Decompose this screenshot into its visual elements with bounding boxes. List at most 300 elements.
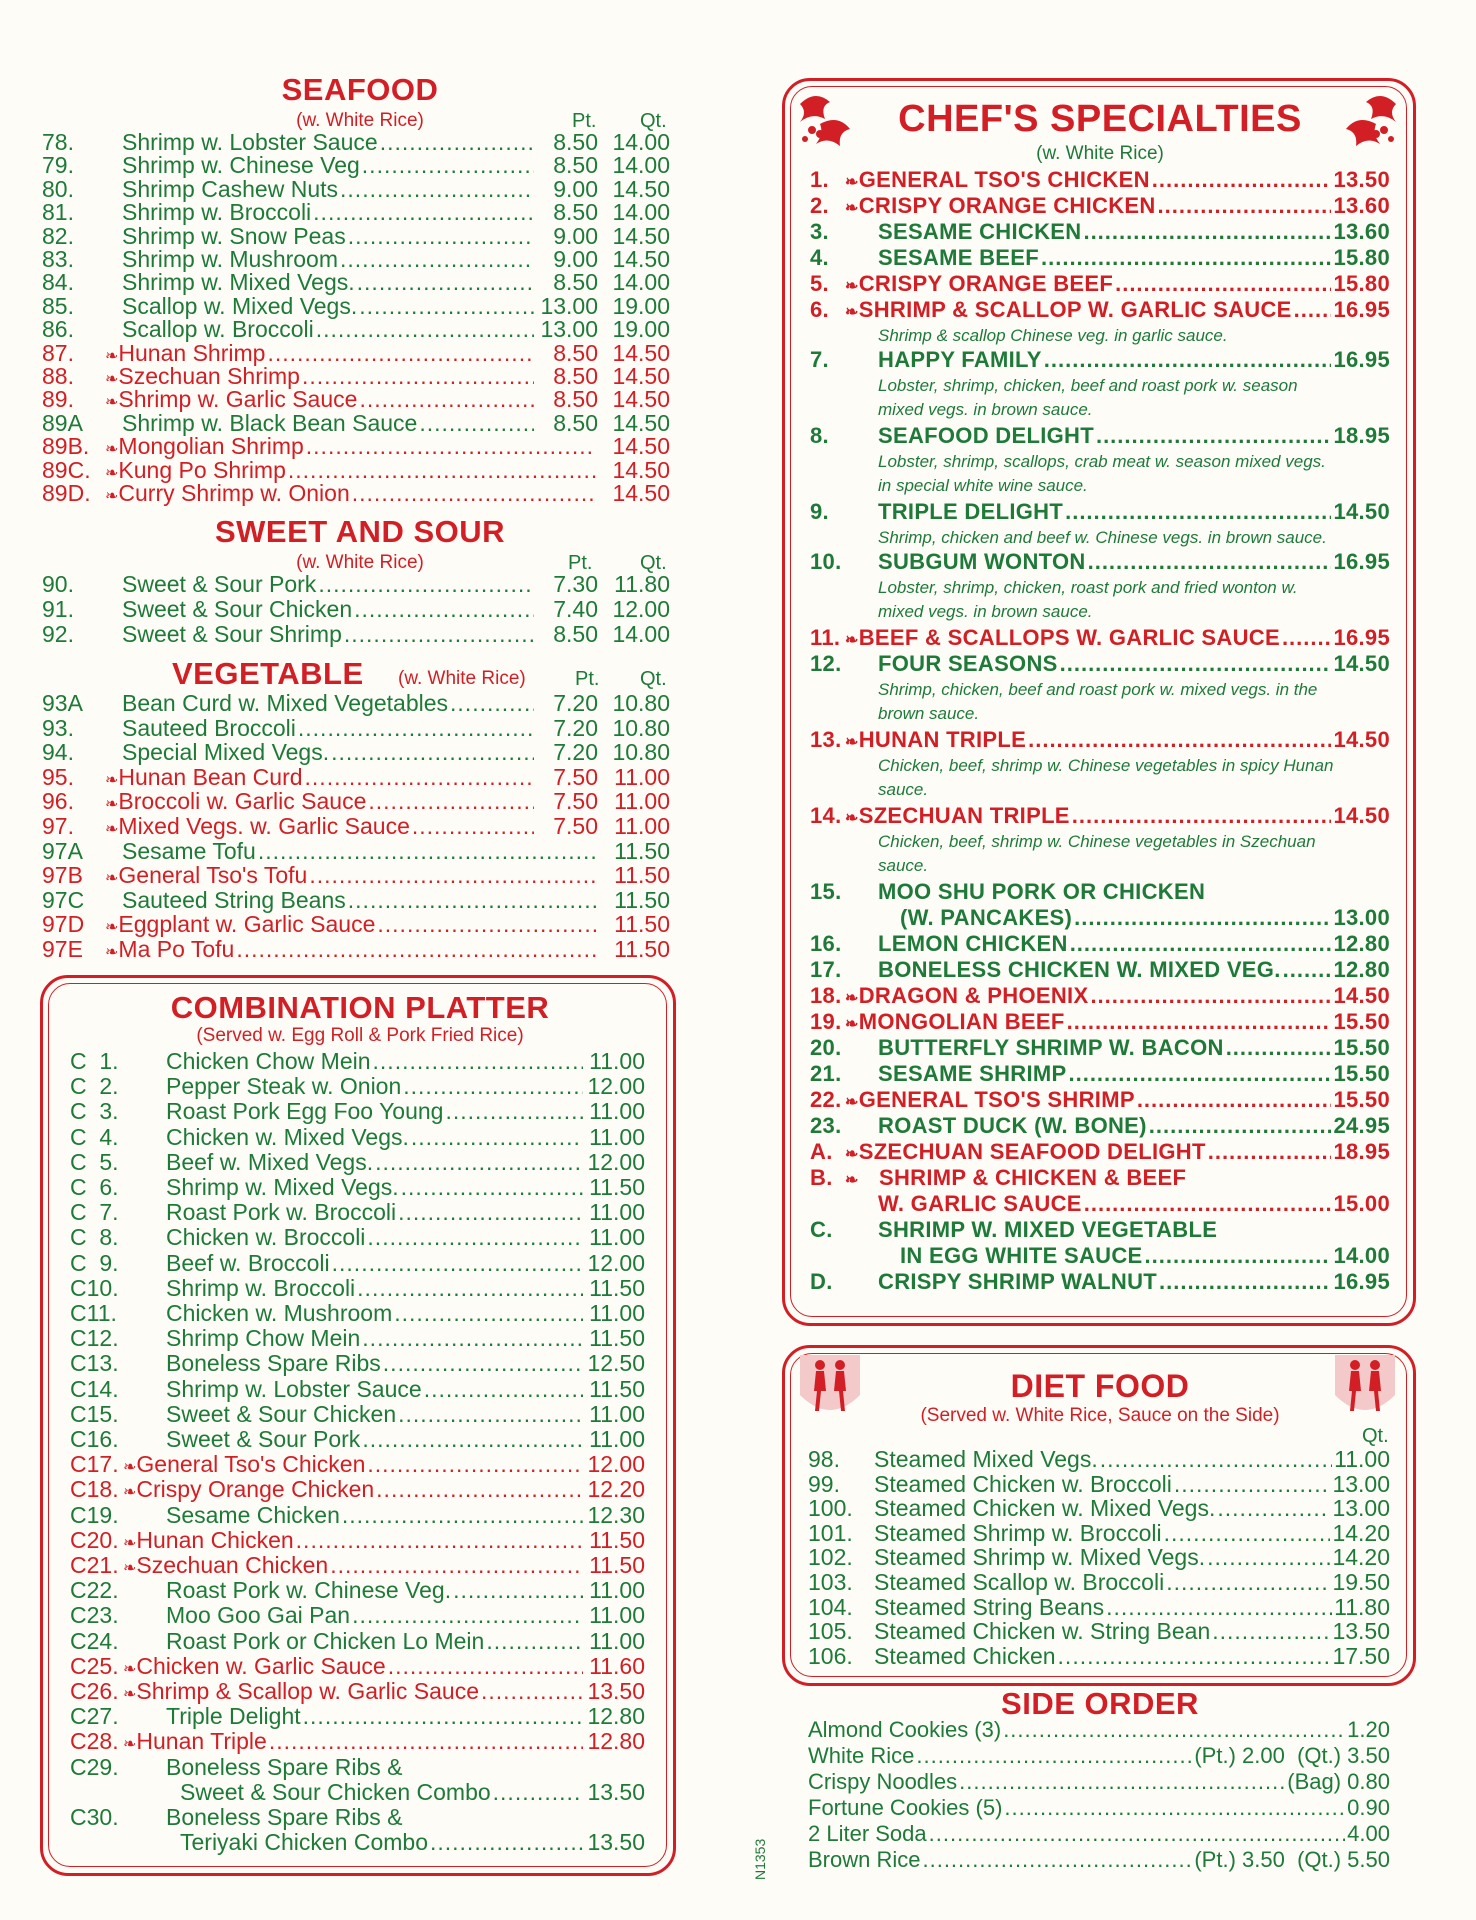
item-name: HAPPY FAMILY — [878, 347, 1042, 372]
price-quart: 11.50 — [614, 837, 670, 864]
pepper-icon: ❧ — [105, 441, 119, 459]
chef-item — [810, 1036, 1390, 1060]
chef-item — [810, 424, 1390, 448]
item-name: Hunan Triple — [136, 1728, 267, 1755]
price-quart: 11.00 — [614, 788, 670, 815]
leader-dots — [332, 1252, 583, 1275]
price-pint: 8.50 — [553, 386, 598, 413]
pepper-icon: ❧ — [845, 174, 859, 191]
leader-dots — [929, 1822, 1346, 1846]
item-name: BEEF & SCALLOPS W. GARLIC SAUCE — [858, 625, 1280, 650]
menu-item — [70, 1352, 645, 1375]
item-number: 105. — [808, 1618, 853, 1645]
item-number: 82. — [42, 222, 74, 249]
item-name: Chicken w. Broccoli — [166, 1224, 366, 1251]
item-name: Shrimp w. Broccoli — [166, 1274, 356, 1301]
menu-item — [70, 1400, 645, 1427]
item-description: Lobster, shrimp, chicken, roast pork and fried wonton w. mixed vegs. in brown sauce. — [878, 578, 1298, 621]
chef-item — [810, 1062, 1390, 1086]
seafood-subtitle: (w. White Rice) — [296, 110, 424, 131]
pepper-icon: ❧ — [123, 1686, 137, 1703]
item-number: 8. — [810, 423, 829, 448]
item-name: Sweet & Sour Pork — [166, 1426, 361, 1452]
item-name: Steamed Chicken w. Mixed Vegs. — [874, 1495, 1216, 1522]
item-number: 19. — [810, 1009, 842, 1034]
item-number: C23. — [70, 1602, 119, 1629]
leader-dots — [344, 623, 534, 646]
menu-item — [42, 248, 670, 271]
item-price: 15.50 — [1333, 1009, 1390, 1034]
leader-dots — [1294, 298, 1332, 322]
chef-item — [810, 1114, 1390, 1138]
item-name: Sweet & Sour Chicken — [166, 1400, 397, 1427]
leader-dots — [403, 1075, 583, 1098]
chef-item — [810, 804, 1390, 831]
leader-dots — [352, 1604, 583, 1627]
item-number: 88. — [42, 363, 74, 389]
price-quart: 10.80 — [612, 690, 670, 716]
leader-dots — [419, 412, 534, 435]
price-pint: 8.50 — [553, 199, 598, 226]
item-price: 19.50 — [1332, 1569, 1390, 1595]
item-number: 80. — [42, 175, 74, 202]
leader-dots — [1058, 1645, 1331, 1668]
chef-item — [810, 932, 1390, 956]
chef-item — [810, 652, 1390, 676]
leader-dots — [303, 1705, 583, 1728]
chef-title: CHEF'S SPECIALTIES — [898, 98, 1302, 140]
item-price: 18.95 — [1333, 1139, 1390, 1164]
item-name: Steamed Shrimp w. Broccoli — [874, 1519, 1162, 1546]
item-price: 15.50 — [1333, 1035, 1390, 1060]
diet-item — [808, 1546, 1390, 1569]
price-quart: 14.50 — [612, 222, 670, 249]
item-name: Hunan Bean Curd — [118, 763, 303, 790]
item-name: Bean Curd w. Mixed Vegetables — [122, 690, 449, 716]
item-price: 14.20 — [1332, 1544, 1390, 1571]
item-name: Mixed Vegs. w. Garlic Sauce — [118, 813, 410, 839]
leader-dots — [330, 1554, 583, 1577]
leader-dots — [922, 1848, 1192, 1872]
item-name: LEMON CHICKEN — [878, 931, 1068, 956]
item-name: SESAME SHRIMP — [878, 1061, 1067, 1086]
item-name: BONELESS CHICKEN W. MIXED VEG. — [878, 957, 1281, 982]
item-price: 13.50 — [1332, 1618, 1390, 1645]
price-quart: 11.00 — [614, 813, 670, 839]
leader-dots — [445, 1100, 583, 1123]
price-quart: 10.80 — [612, 739, 670, 766]
price-pint: 8.50 — [553, 339, 598, 366]
item-number: 87. — [42, 339, 74, 366]
diet-title: DIET FOOD — [1010, 1368, 1190, 1404]
item-number: 94. — [42, 739, 74, 766]
item-price: 13.00 — [1332, 1495, 1390, 1522]
sweet-sour-pt-label: Pt. — [568, 552, 593, 574]
item-price: 14.50 — [1333, 727, 1390, 752]
menu-item — [42, 623, 670, 646]
leader-dots — [352, 482, 596, 505]
item-name: Shrimp w. Chinese Veg — [122, 152, 360, 179]
seafood-pt-label: Pt. — [572, 110, 597, 132]
menu-item — [70, 1176, 645, 1199]
chef-item-continued — [900, 906, 1390, 930]
item-price: 11.60 — [589, 1652, 645, 1679]
menu-item — [70, 1050, 645, 1073]
item-name: Steamed Shrimp w. Mixed Vegs. — [874, 1544, 1206, 1571]
item-number: C 5. — [70, 1148, 119, 1175]
item-number: 85. — [42, 292, 74, 319]
item-name: Shrimp Cashew Nuts — [122, 175, 339, 202]
item-name: FOUR SEASONS — [878, 651, 1058, 676]
menu-item — [42, 886, 670, 913]
price-quart: 14.00 — [612, 199, 670, 226]
item-name: SHRIMP & CHICKEN & BEEF — [879, 1165, 1187, 1190]
item-name: Hunan Shrimp — [118, 339, 266, 366]
item-name: Hunan Chicken — [136, 1526, 294, 1553]
pepper-icon: ❧ — [105, 870, 119, 888]
leader-dots — [367, 1453, 583, 1476]
seafood-qt-label: Qt. — [640, 110, 667, 132]
price-pint: 8.50 — [553, 363, 598, 389]
item-name: DRAGON & PHOENIX — [858, 983, 1089, 1008]
item-name: Moo Goo Gai Pan — [166, 1602, 351, 1629]
item-number: C21. — [70, 1552, 119, 1578]
price-pint: 7.20 — [553, 714, 598, 741]
item-name: MONGOLIAN BEEF — [858, 1009, 1065, 1034]
item-name: Chicken Chow Mein — [166, 1048, 371, 1074]
item-price: 11.50 — [589, 1526, 645, 1553]
item-price: 4.00 — [1347, 1821, 1390, 1846]
item-name: Steamed Chicken w. Broccoli — [874, 1470, 1172, 1497]
diet-item — [808, 1620, 1390, 1643]
price-pint: 9.00 — [553, 175, 598, 202]
item-name: General Tso's Chicken — [136, 1451, 366, 1478]
item-number: 13. — [810, 727, 842, 752]
side-item — [808, 1718, 1390, 1742]
leader-dots — [318, 573, 534, 596]
item-number: C 6. — [70, 1174, 119, 1200]
menu-item — [42, 271, 670, 294]
item-number: 97D — [42, 911, 85, 938]
leader-dots — [1084, 1192, 1332, 1216]
leader-dots — [305, 766, 534, 789]
leader-dots — [1068, 1062, 1331, 1086]
price-quart: 19.00 — [612, 316, 670, 343]
leader-dots — [453, 1579, 583, 1602]
seafood-title: SEAFOOD — [281, 72, 439, 107]
item-name: CRISPY ORANGE BEEF — [858, 271, 1114, 296]
item-price: 15.50 — [1333, 1061, 1390, 1086]
item-number: 2. — [810, 193, 829, 218]
item-price: 13.50 — [587, 1778, 645, 1805]
leader-dots — [1145, 1244, 1332, 1268]
item-name: Boneless Spare Ribs & — [166, 1753, 403, 1780]
leader-dots — [1158, 194, 1332, 218]
item-name: Szechuan Chicken — [136, 1552, 329, 1578]
diet-item — [808, 1519, 1390, 1546]
price-quart: 14.00 — [612, 152, 670, 179]
leader-dots — [1149, 1114, 1332, 1138]
leader-dots — [1207, 1546, 1330, 1569]
item-description: Shrimp, chicken and beef w. Chinese vegs. in brown sauce. — [878, 528, 1327, 547]
price-quart: 14.50 — [612, 339, 670, 366]
item-name: Scallop w. Broccoli — [122, 316, 314, 343]
chef-item — [810, 958, 1390, 982]
leader-dots — [359, 295, 534, 318]
leader-dots — [1137, 1088, 1332, 1112]
item-number: C24. — [70, 1627, 119, 1654]
leader-dots — [348, 225, 534, 248]
combination-title: COMBINATION PLATTER — [170, 990, 550, 1025]
leader-dots — [1072, 804, 1332, 828]
leader-dots — [959, 1770, 1285, 1794]
item-number: C 4. — [70, 1123, 119, 1150]
item-name: Curry Shrimp w. Onion — [118, 480, 350, 506]
menu-item — [42, 938, 670, 964]
item-number: 78. — [42, 129, 74, 155]
item-name: SHRIMP W. MIXED VEGETABLE — [878, 1217, 1218, 1242]
item-name: Scallop w. Mixed Vegs. — [122, 292, 358, 319]
item-number: 16. — [810, 931, 842, 956]
leader-dots — [298, 717, 534, 740]
sweet-sour-qt-label: Qt. — [640, 552, 667, 574]
item-description: Chicken, beef, shrimp w. Chinese vegetables in Szechuan sauce. — [878, 832, 1316, 875]
item-number: C13. — [70, 1350, 119, 1377]
pepper-icon: ❧ — [105, 371, 119, 388]
item-number: C25. — [70, 1652, 119, 1679]
price-pint: 7.50 — [553, 813, 598, 839]
item-name: Sweet & Sour Chicken — [122, 596, 353, 622]
chef-item — [810, 220, 1390, 244]
menu-item — [70, 1453, 645, 1479]
item-price: 13.50 — [1333, 167, 1390, 192]
item-number: 86. — [42, 316, 74, 343]
item-price: 17.50 — [1332, 1642, 1390, 1669]
leader-dots — [380, 131, 534, 154]
pepper-icon: ❧ — [845, 1094, 859, 1111]
item-number: C10. — [70, 1274, 119, 1301]
item-number: C11. — [70, 1300, 117, 1326]
item-number: C20. — [70, 1526, 119, 1553]
price-quart: 14.50 — [612, 433, 670, 460]
price-pint: 8.50 — [553, 409, 598, 436]
menu-item — [70, 1249, 645, 1276]
chef-item — [810, 246, 1390, 270]
item-name: SZECHUAN TRIPLE — [858, 803, 1070, 828]
item-description: Lobster, shrimp, chicken, beef and roast pork w. season mixed vegs. in brown sauce. — [878, 376, 1298, 419]
print-code: N1353 — [752, 1838, 768, 1880]
leader-dots — [388, 1655, 583, 1678]
diet-subtitle: (Served w. White Rice, Sauce on the Side) — [920, 1405, 1280, 1426]
item-price: 11.00 — [589, 1048, 645, 1074]
leader-dots — [367, 1226, 583, 1249]
leader-dots — [362, 154, 534, 177]
item-number: 11. — [810, 625, 841, 650]
price-quart: 14.50 — [612, 456, 670, 483]
item-price: 15.00 — [1333, 1191, 1390, 1216]
leader-dots — [348, 889, 596, 912]
side-item — [808, 1848, 1390, 1872]
price-pint: 7.50 — [553, 788, 598, 815]
pepper-icon: ❧ — [105, 488, 119, 505]
item-price: 11.00 — [589, 1400, 645, 1427]
chef-item — [810, 1218, 1390, 1242]
item-number: 81. — [42, 199, 74, 226]
item-name: Steamed Scallop w. Broccoli — [874, 1569, 1165, 1595]
item-description: Lobster, shrimp, scallops, crab meat w. season mixed vegs. in special white wine sauce. — [878, 452, 1326, 495]
menu-item — [70, 1274, 645, 1301]
item-number: 97B — [42, 862, 83, 889]
chef-item — [810, 1270, 1390, 1294]
menu-item — [42, 201, 670, 224]
item-number: 21. — [810, 1061, 842, 1086]
price-pint: 7.30 — [553, 571, 598, 597]
menu-item — [42, 692, 670, 715]
item-name: Roast Pork Egg Foo Young — [166, 1098, 444, 1125]
item-name: Shrimp w. Garlic Sauce — [118, 386, 358, 413]
item-name: Roast Pork w. Broccoli — [166, 1199, 397, 1226]
item-price: 11.00 — [1334, 1446, 1390, 1472]
item-number: 20. — [810, 1035, 842, 1060]
leader-dots — [373, 1050, 583, 1073]
item-number: 92. — [42, 621, 74, 647]
leader-dots — [302, 365, 534, 388]
pepper-icon: ❧ — [105, 944, 119, 961]
menu-item — [70, 1806, 645, 1829]
leader-dots — [1041, 246, 1331, 270]
leader-dots — [1088, 550, 1332, 574]
item-price: 24.95 — [1333, 1113, 1390, 1138]
leader-dots — [313, 201, 534, 224]
item-price: 11.50 — [589, 1325, 645, 1352]
item-name: Ma Po Tofu — [118, 936, 235, 962]
item-price: 11.80 — [1334, 1593, 1390, 1620]
pepper-icon: ❧ — [845, 632, 859, 649]
chef-item — [810, 298, 1390, 325]
leader-dots — [362, 1327, 583, 1350]
menu-item — [70, 1226, 645, 1249]
diet-item — [808, 1642, 1390, 1669]
side-item — [808, 1822, 1390, 1846]
menu-item — [42, 131, 670, 154]
pepper-icon: ❧ — [845, 734, 859, 751]
item-number: C 2. — [70, 1073, 119, 1100]
leader-dots — [450, 692, 534, 715]
item-price: 18.95 — [1333, 423, 1390, 448]
menu-item — [70, 1201, 645, 1224]
pepper-icon: ❧ — [105, 347, 119, 365]
item-price: (Pt.) 3.50 (Qt.) 5.50 — [1194, 1847, 1390, 1872]
menu-item — [42, 837, 670, 864]
chef-item — [810, 348, 1390, 372]
item-price: (Bag) 0.80 — [1287, 1769, 1390, 1794]
leader-dots — [1003, 1718, 1345, 1742]
item-name: 2 Liter Soda — [808, 1821, 927, 1846]
price-quart: 11.00 — [614, 763, 670, 790]
item-name-line2: Sweet & Sour Chicken Combo — [180, 1778, 491, 1805]
menu-item — [70, 1652, 645, 1681]
price-pint: 8.50 — [553, 621, 598, 647]
item-name: Chicken w. Mixed Vegs. — [166, 1123, 409, 1150]
item-name: Shrimp w. Mixed Vegs. — [122, 269, 355, 296]
item-number: C 9. — [70, 1249, 119, 1276]
pepper-icon: ❧ — [845, 1146, 859, 1163]
menu-item — [70, 1554, 645, 1580]
item-number: C27. — [70, 1703, 119, 1730]
item-price: 16.95 — [1333, 347, 1390, 372]
chef-item — [810, 1088, 1390, 1115]
item-name-line2: Teriyaki Chicken Combo — [180, 1829, 428, 1856]
menu-item — [70, 1478, 645, 1504]
leader-dots — [1283, 958, 1332, 982]
chef-item — [810, 880, 1390, 904]
leader-dots — [394, 1302, 583, 1325]
price-quart: 14.50 — [612, 175, 670, 202]
item-name: Beef w. Mixed Vegs. — [166, 1148, 374, 1175]
leader-dots — [1152, 168, 1332, 192]
leader-dots — [1070, 932, 1332, 956]
leader-dots — [1067, 1010, 1332, 1034]
leader-dots — [288, 459, 596, 482]
item-name: Special Mixed Vegs. — [122, 739, 330, 766]
item-name: Sweet & Sour Pork — [122, 571, 317, 597]
leader-dots — [362, 1428, 583, 1451]
item-name: Shrimp & Scallop w. Garlic Sauce — [136, 1678, 479, 1704]
leader-dots — [357, 1277, 583, 1300]
menu-item — [42, 318, 670, 341]
pepper-icon: ❧ — [105, 464, 119, 482]
item-number: 6. — [810, 297, 829, 322]
price-quart: 14.50 — [612, 246, 670, 272]
menu-item — [42, 482, 670, 508]
item-number: 89D. — [42, 480, 91, 506]
item-name: GENERAL TSO'S SHRIMP — [858, 1087, 1135, 1112]
item-name: General Tso's Tofu — [118, 862, 308, 889]
item-price: 11.50 — [589, 1552, 645, 1578]
item-name: Sauteed String Beans — [122, 886, 346, 913]
pepper-icon: ❧ — [105, 821, 119, 838]
side-item — [808, 1770, 1390, 1794]
leader-dots — [354, 598, 534, 621]
item-name: Eggplant w. Garlic Sauce — [118, 911, 376, 938]
item-number: 100. — [808, 1495, 853, 1522]
leader-dots — [401, 1176, 583, 1199]
leader-dots — [1060, 652, 1332, 676]
item-name: Steamed Chicken — [874, 1642, 1056, 1669]
leader-dots — [1282, 626, 1332, 650]
leader-dots — [1159, 1270, 1331, 1294]
menu-item — [70, 1579, 645, 1602]
menu-item — [70, 1753, 645, 1780]
price-pint: 7.20 — [553, 739, 598, 766]
leader-dots — [331, 741, 534, 764]
item-name: SESAME CHICKEN — [878, 219, 1082, 244]
leader-dots — [340, 248, 534, 271]
leader-dots — [1226, 1036, 1332, 1060]
item-price: 12.00 — [587, 1451, 645, 1478]
leader-dots — [1004, 1796, 1345, 1820]
item-name: Boneless Spare Ribs & — [166, 1804, 403, 1830]
leader-dots — [1083, 220, 1331, 244]
item-number: C 1. — [70, 1048, 119, 1074]
item-number: C22. — [70, 1577, 119, 1604]
pepper-icon: ❧ — [105, 394, 119, 412]
pepper-icon: ❧ — [123, 1459, 137, 1477]
menu-item — [42, 573, 670, 596]
leader-dots — [398, 1403, 583, 1426]
price-pint: 13.00 — [540, 292, 598, 319]
item-price: 14.50 — [1333, 983, 1390, 1008]
